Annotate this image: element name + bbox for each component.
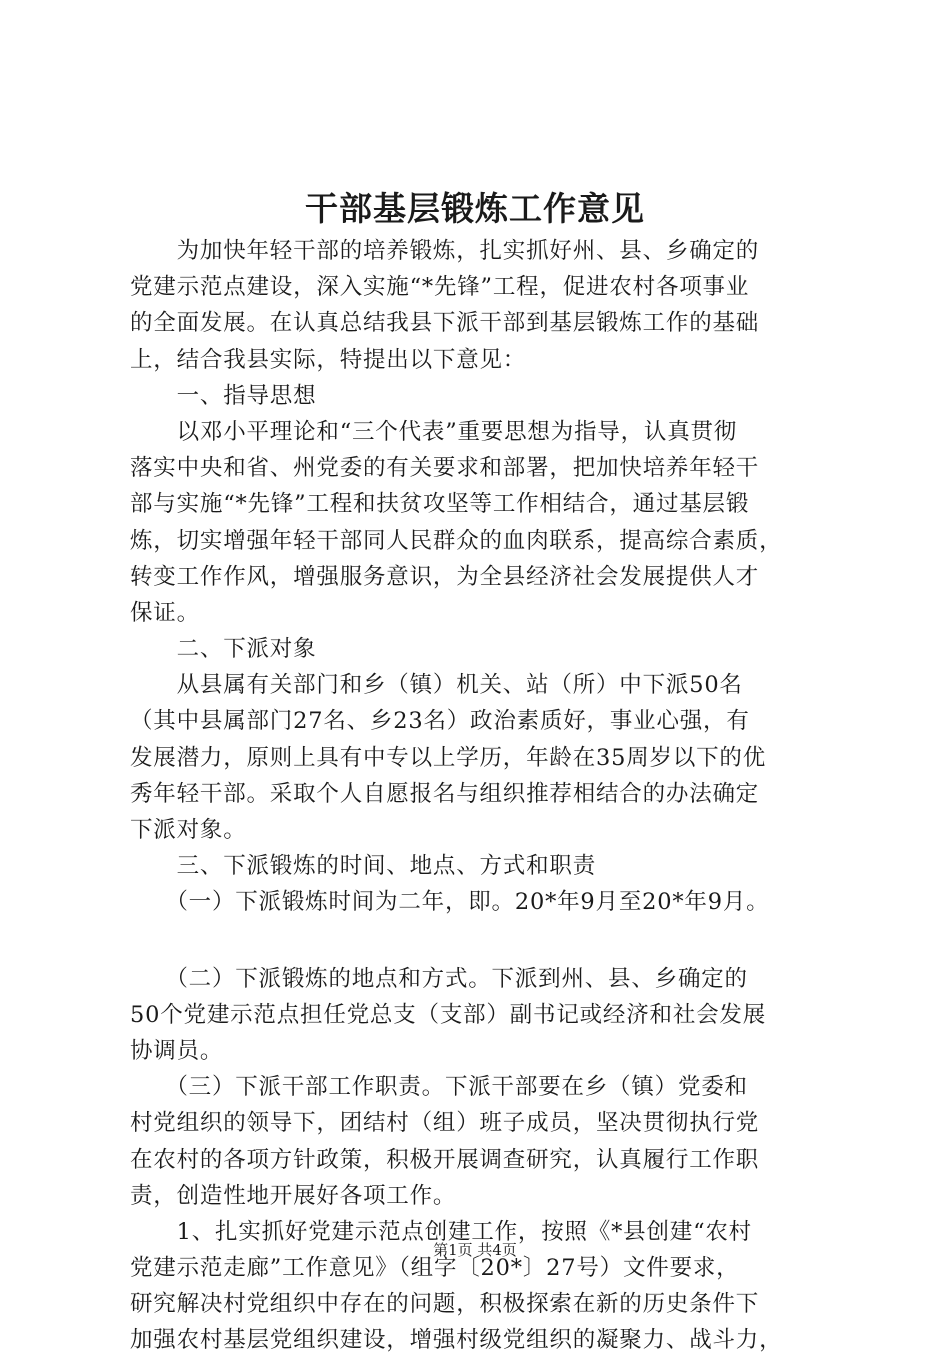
body-line: （一）下派锻炼时间为二年，即。20*年9月至20*年9月。 [130, 889, 770, 916]
document-title: 干部基层锻炼工作意见 [305, 189, 645, 228]
body-line: 村党组织的领导下，团结村（组）班子成员，坚决贯彻执行党 [130, 1110, 760, 1137]
body-line: 保证。 [130, 599, 200, 626]
section-heading: 二、下派对象 [130, 636, 317, 663]
body-line: 党建示范点建设，深入实施“*先锋”工程，促进农村各项事业 [130, 274, 750, 301]
body-line: 加强农村基层党组织建设，增强村级党组织的凝聚力、战斗力， [130, 1327, 783, 1354]
body-line: 落实中央和省、州党委的有关要求和部署，把加快培养年轻干 [130, 455, 760, 482]
document-body [130, 233, 836, 1359]
body-line: （二）下派锻炼的地点和方式。下派到州、县、乡确定的 [130, 965, 748, 992]
body-line: 研究解决村党组织中存在的问题，积极探索在新的历史条件下 [130, 1291, 760, 1318]
paragraph-gap [130, 921, 836, 961]
body-line: 为加快年轻干部的培养锻炼，扎实抓好州、县、乡确定的 [130, 238, 760, 264]
body-line: 1、扎实抓好党建示范点创建工作，按照《*县创建“农村 [130, 1218, 752, 1245]
body-line: 上，结合我县实际，特提出以下意见： [130, 346, 527, 373]
body-line: 下派对象。 [130, 817, 247, 843]
body-line: 秀年轻干部。采取个人自愿报名与组织推荐相结合的办法确定 [130, 780, 760, 807]
page-footer: 第1页 共4页 [433, 1241, 517, 1259]
body-line: 的全面发展。在认真总结我县下派干部到基层锻炼工作的基础 [130, 310, 760, 337]
body-line: 从县属有关部门和乡（镇）机关、站（所）中下派50名 [130, 672, 743, 699]
section-heading: 三、下派锻炼的时间、地点、方式和职责 [130, 853, 597, 880]
body-line: 党建示范走廊”工作意见》（组字〔20*〕27号）文件要求， [130, 1255, 740, 1282]
body-line: 在农村的各项方针政策，积极开展调查研究，认真履行工作职 [130, 1146, 760, 1173]
body-line: 发展潜力，原则上具有中专以上学历，年龄在35周岁以下的优 [130, 744, 767, 771]
body-line: （三）下派干部工作职责。下派干部要在乡（镇）党委和 [130, 1074, 748, 1101]
body-line: 部与实施“*先锋”工程和扶贫攻坚等工作相结合，通过基层锻 [130, 491, 750, 518]
body-line: 协调员。 [130, 1037, 224, 1064]
body-line: 炼，切实增强年轻干部同人民群众的血肉联系，提高综合素质， [130, 527, 783, 554]
body-line: （其中县属部门27名、乡23名）政治素质好，事业心强，有 [130, 708, 750, 735]
body-line: 50个党建示范点担任党总支（支部）副书记或经济和社会发展 [130, 1001, 767, 1028]
body-line: 责，创造性地开展好各项工作。 [130, 1182, 457, 1209]
body-line: 转变工作作风，增强服务意识，为全县经济社会发展提供人才 [130, 563, 760, 590]
section-heading: 一、指导思想 [130, 382, 317, 409]
body-line: 以邓小平理论和“三个代表”重要思想为指导，认真贯彻 [130, 418, 738, 445]
